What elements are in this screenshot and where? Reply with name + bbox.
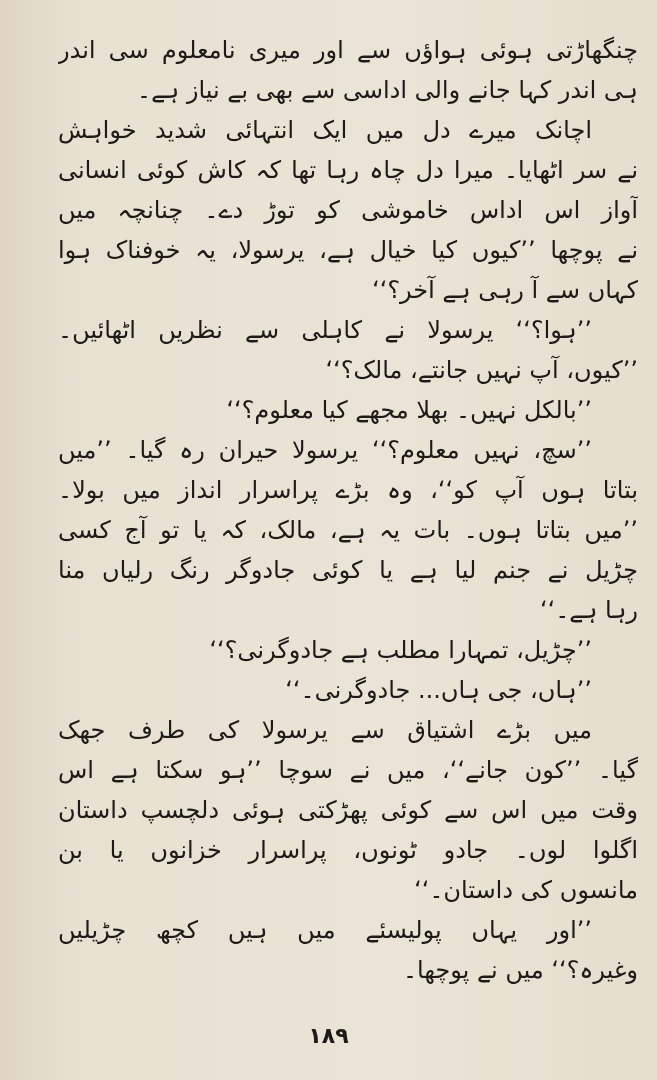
text-line-21: اگلوا لوں۔ جادو ٹونوں، پراسرار خزانوں یا بن <box>58 836 638 864</box>
text-line-2: ہی اندر کہا جانے والی اداسی سے بھی بے نیاز ہے۔ <box>137 76 638 104</box>
text-line-24: وغیرہ؟‘‘ میں نے پوچھا۔ <box>402 956 638 984</box>
text-line-9: ’’کیوں، آپ نہیں جانتے، مالک؟‘‘ <box>325 356 638 384</box>
text-line-3: اچانک میرے دل میں ایک انتہائی شدید خواہش <box>58 116 592 144</box>
text-line-14: چڑیل نے جنم لیا ہے یا کوئی جادوگر رنگ رلیاں منا <box>58 556 638 584</box>
text-line-16: ’’چڑیل، تمہارا مطلب ہے جادوگرنی؟‘‘ <box>209 636 592 664</box>
text-line-8: ’’ہوا؟‘‘ یرسولا نے کاہلی سے نظریں اٹھائیں۔ <box>58 316 592 344</box>
text-line-17: ’’ہاں، جی ہاں... جادوگرنی۔‘‘ <box>285 676 592 704</box>
text-line-20: وقت میں اس سے کوئی پھڑکتی ہوئی دلچسپ داستان <box>58 796 638 824</box>
text-line-10: ’’بالکل نہیں۔ بھلا مجھے کیا معلوم؟‘‘ <box>226 396 592 424</box>
text-line-4: نے سر اٹھایا۔ میرا دل چاہ رہا تھا کہ کاش کوئی انسانی <box>58 156 638 184</box>
text-line-18: میں بڑے اشتیاق سے یرسولا کی طرف جھک <box>58 716 592 744</box>
text-line-11: ’’سچ، نہیں معلوم؟‘‘ یرسولا حیران رہ گیا۔ ’’میں <box>58 436 592 464</box>
text-line-22: مانسوں کی داستان۔‘‘ <box>414 876 638 904</box>
text-line-15: رہا ہے۔‘‘ <box>539 596 638 624</box>
text-line-23: ’’اور یہاں پولیسئے میں ہیں کچھ چڑیلیں <box>58 916 592 944</box>
text-line-13: ’’میں بتاتا ہوں۔ بات یہ ہے، مالک، کہ یا تو آج کسی <box>58 516 638 544</box>
text-line-12: بتاتا ہوں آپ کو‘‘، وہ بڑے پراسرار انداز میں بولا۔ <box>58 476 638 504</box>
text-line-5: آواز اس اداس خاموشی کو توڑ دے۔ چنانچہ میں <box>58 196 638 224</box>
text-line-6: نے پوچھا ’’کیوں کیا خیال ہے، یرسولا، یہ خوفناک ہوا <box>58 236 638 264</box>
urdu-text-body <box>58 30 638 990</box>
text-line-7: کہاں سے آ رہی ہے آخر؟‘‘ <box>372 276 638 304</box>
text-line-1: چنگھاڑتی ہوئی ہواؤں سے اور میری نامعلوم سی اندر <box>58 36 638 64</box>
text-line-19: گیا۔ ’’کون جانے‘‘، میں نے سوچا ’’ہو سکتا ہے اس <box>58 756 638 784</box>
page-number: ١٨٩ <box>308 1024 349 1049</box>
